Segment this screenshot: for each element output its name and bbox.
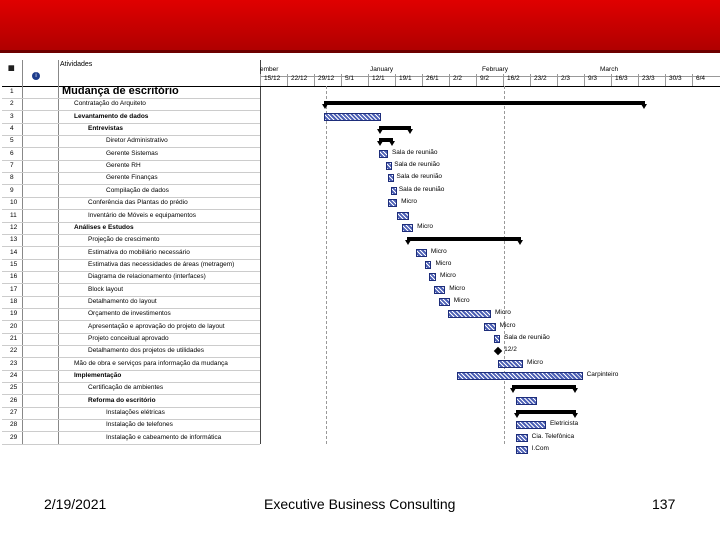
row-id: 4: [10, 125, 14, 133]
summary-bar[interactable]: [512, 385, 576, 389]
row-id: 23: [10, 359, 18, 367]
timescale-separator: [260, 74, 261, 86]
resource-label: Micro: [417, 222, 434, 230]
title-bar: [0, 0, 720, 50]
progress-line: [504, 86, 505, 444]
row-id: 14: [10, 248, 18, 256]
task-name: Instalação e cabeamento de informática: [106, 433, 222, 441]
task-bar[interactable]: [391, 187, 397, 195]
resource-label: Sala de reunião: [504, 334, 550, 341]
footer-company: Executive Business Consulting: [264, 496, 456, 512]
timescale-week: 19/1: [399, 75, 412, 82]
gantt-bars-area: [260, 86, 718, 453]
row-id: 17: [10, 285, 18, 293]
row-id: 2: [10, 100, 14, 108]
table-row[interactable]: [2, 271, 260, 284]
task-name: Entrevistas: [88, 125, 124, 133]
table-row[interactable]: [2, 247, 260, 260]
task-name: Diretor Administrativo: [106, 137, 168, 145]
task-bar[interactable]: [484, 323, 495, 331]
row-id: 13: [10, 236, 18, 244]
task-bar[interactable]: [498, 360, 523, 368]
row-id: 27: [10, 409, 18, 417]
task-bar[interactable]: [425, 261, 432, 269]
row-id: 19: [10, 310, 18, 318]
task-bar[interactable]: [402, 224, 413, 232]
resource-label: 12/2: [504, 346, 517, 354]
timescale-week: 29/12: [318, 75, 335, 82]
task-name: Diagrama de relacionamento (interfaces): [88, 273, 206, 281]
task-name: Mudança de escritório: [62, 85, 179, 97]
resource-label: Eletricista: [549, 420, 579, 428]
table-row[interactable]: [2, 308, 260, 321]
task-name: Gerente Sistemas: [106, 149, 159, 157]
task-name: Estimativa das necessidades de áreas (metragem): [88, 260, 235, 268]
timescale-week: 23/2: [534, 75, 547, 82]
task-bar[interactable]: [516, 434, 527, 442]
indicator-column-header[interactable]: ▦: [8, 65, 15, 72]
timescale-week: 16/3: [615, 75, 628, 82]
resource-label: Carpinteiro: [586, 371, 619, 379]
task-name: Detalhamento do layout: [88, 297, 157, 305]
resource-label: Micro: [453, 296, 470, 304]
timescale-separator: [557, 74, 558, 86]
timescale-separator: [503, 74, 504, 86]
info-icon: i: [32, 72, 40, 80]
task-name: Reforma do escritório: [88, 396, 156, 404]
timescale-week: 12/1: [372, 75, 385, 82]
row-id: 24: [10, 372, 18, 380]
milestone-marker[interactable]: [494, 347, 502, 355]
timescale-separator: [341, 74, 342, 86]
task-bar[interactable]: [397, 212, 408, 220]
row-id: 8: [10, 174, 14, 182]
timescale-week: 5/1: [345, 75, 355, 82]
task-bar[interactable]: [429, 273, 436, 281]
timescale-week: 9/2: [480, 75, 490, 82]
task-bar[interactable]: [516, 421, 545, 429]
resource-label: Sala de reunião: [394, 161, 440, 169]
timescale-month: February: [482, 66, 509, 73]
task-name: Compilação de dados: [106, 186, 169, 194]
table-row[interactable]: [2, 395, 260, 408]
timescale-separator: [314, 74, 315, 86]
table-row[interactable]: [2, 197, 260, 210]
task-name: Gerente Finanças: [106, 174, 158, 182]
row-id: 21: [10, 335, 18, 342]
timescale-separator: [395, 74, 396, 86]
task-name: Projeto conceitual aprovado: [88, 335, 169, 342]
row-id: 12: [10, 223, 18, 231]
title-bar-divider: [0, 50, 720, 53]
table-row[interactable]: [2, 321, 260, 334]
task-name: Apresentação e aprovação do projeto de layout: [88, 322, 225, 330]
table-row[interactable]: [2, 284, 260, 297]
task-bar[interactable]: [324, 113, 381, 121]
table-row[interactable]: [2, 432, 260, 445]
table-row[interactable]: [2, 419, 260, 432]
task-bar[interactable]: [448, 310, 491, 318]
resource-label: Micro: [430, 247, 447, 255]
row-id: 25: [10, 384, 18, 392]
table-row[interactable]: [2, 86, 260, 99]
table-row[interactable]: [2, 135, 260, 148]
resource-label: Sala de reunião: [398, 185, 445, 193]
summary-bar[interactable]: [407, 237, 522, 241]
table-row[interactable]: [2, 259, 260, 272]
table-row[interactable]: [2, 123, 260, 136]
row-id: 10: [10, 199, 18, 207]
row-id: 11: [10, 211, 17, 219]
task-bar[interactable]: [388, 174, 394, 182]
timescale-week: 23/3: [642, 75, 655, 82]
table-row[interactable]: [2, 172, 260, 185]
timescale-separator: [530, 74, 531, 86]
resource-label: Sala de reunião: [391, 148, 438, 156]
task-name: Estimativa do mobiliário necessário: [88, 248, 190, 256]
table-row[interactable]: [2, 296, 260, 309]
timescale-separator: [638, 74, 639, 86]
summary-bar[interactable]: [324, 101, 645, 105]
timescale-separator: [449, 74, 450, 86]
timescale-week: 9/3: [588, 75, 598, 82]
table-row[interactable]: [2, 382, 260, 395]
timescale-separator: [584, 74, 585, 86]
table-row[interactable]: [2, 234, 260, 247]
resource-label: Cia. Telefônica: [531, 432, 575, 440]
resource-label: Micro: [401, 198, 417, 206]
row-id: 15: [10, 260, 18, 268]
timescale-week: 2/3: [561, 75, 571, 82]
row-id: 5: [10, 137, 14, 145]
timescale-week: 30/3: [669, 75, 682, 82]
table-row[interactable]: [2, 222, 260, 235]
row-id: 16: [10, 273, 18, 281]
row-id: 9: [10, 186, 14, 194]
table-row[interactable]: [2, 111, 260, 124]
task-name-column-header[interactable]: Atividades: [60, 61, 93, 68]
summary-bar[interactable]: [379, 126, 411, 130]
task-name: Mão de obra e serviços para informação da mudança: [74, 359, 228, 367]
resource-label: Micro: [440, 272, 456, 280]
task-name: Instalação de telefones: [106, 421, 173, 429]
footer-date: 2/19/2021: [44, 496, 107, 512]
table-row[interactable]: [2, 148, 260, 161]
timescale-separator: [368, 74, 369, 86]
resource-label: Micro: [435, 259, 452, 267]
task-name: Gerente RH: [106, 162, 141, 170]
task-name: Contratação do Arquiteto: [74, 100, 146, 108]
table-row[interactable]: [2, 370, 260, 383]
task-bar[interactable]: [516, 397, 536, 405]
task-name: Conferência das Plantas do prédio: [88, 199, 188, 207]
timescale-week: 26/1: [426, 75, 439, 82]
task-name: Detalhamento dos projetos de utilidades: [88, 347, 204, 355]
task-name: Inventário de Móveis e equipamentos: [88, 211, 197, 219]
table-row[interactable]: [2, 210, 260, 223]
row-id: 20: [10, 322, 18, 330]
timescale-separator: [611, 74, 612, 86]
task-bar[interactable]: [434, 286, 445, 294]
row-id: 26: [10, 396, 18, 404]
timescale-month: January: [370, 66, 394, 73]
table-row[interactable]: [2, 160, 260, 173]
resource-label: Micro: [527, 358, 543, 366]
task-name: Projeção de crescimento: [88, 236, 160, 244]
timescale-month: March: [600, 66, 619, 73]
row-id: 1: [10, 88, 14, 95]
table-row[interactable]: [2, 407, 260, 420]
row-id: 29: [10, 433, 18, 441]
table-header: [2, 60, 260, 87]
resource-label: Micro: [449, 284, 466, 292]
row-id: 18: [10, 297, 18, 305]
row-id: 3: [10, 112, 14, 120]
row-id: 28: [10, 421, 18, 429]
row-id: 7: [10, 162, 14, 170]
table-row[interactable]: [2, 185, 260, 198]
timescale-month: ember: [260, 66, 279, 73]
footer-page-number: 137: [652, 496, 676, 512]
task-name: Levantamento de dados: [74, 112, 149, 120]
summary-bar[interactable]: [379, 138, 393, 142]
task-name: Block layout: [88, 285, 124, 293]
timescale-week: 6/4: [696, 75, 706, 82]
table-row[interactable]: [2, 345, 260, 358]
task-name: Análises e Estudos: [74, 223, 134, 231]
task-bar[interactable]: [388, 199, 397, 207]
timescale-separator: [665, 74, 666, 86]
task-name: Instalações elétricas: [106, 409, 165, 417]
table-row[interactable]: [2, 333, 260, 346]
timescale-separator: [476, 74, 477, 86]
row-id: 22: [10, 347, 18, 355]
gantt-chart: [2, 60, 718, 453]
task-bar[interactable]: [416, 249, 427, 257]
task-bar[interactable]: [439, 298, 450, 306]
timescale-separator: [287, 74, 288, 86]
task-bar[interactable]: [457, 372, 583, 380]
timescale-week: 15/12: [264, 75, 281, 82]
timescale-week: 2/2: [453, 75, 463, 82]
table-row[interactable]: [2, 358, 260, 371]
resource-label: Sala de reunião: [396, 173, 443, 181]
task-bar[interactable]: [516, 446, 527, 454]
timescale-week: 16/2: [507, 75, 520, 82]
progress-line: [326, 86, 327, 444]
task-bar[interactable]: [494, 335, 501, 343]
timescale-separator: [422, 74, 423, 86]
task-name: Implementação: [74, 372, 122, 380]
resource-label: I.Com: [531, 445, 549, 453]
table-row[interactable]: [2, 98, 260, 111]
task-bar[interactable]: [386, 162, 392, 170]
task-name: Orçamento de investimentos: [88, 310, 171, 318]
timescale-week: 22/12: [291, 75, 308, 82]
timescale-separator: [692, 74, 693, 86]
resource-label: Micro: [499, 321, 516, 329]
resource-label: Micro: [495, 309, 511, 317]
row-id: 6: [10, 149, 14, 157]
task-name: Certificação de ambientes: [88, 384, 164, 392]
summary-bar[interactable]: [516, 410, 576, 414]
task-bar[interactable]: [379, 150, 388, 158]
